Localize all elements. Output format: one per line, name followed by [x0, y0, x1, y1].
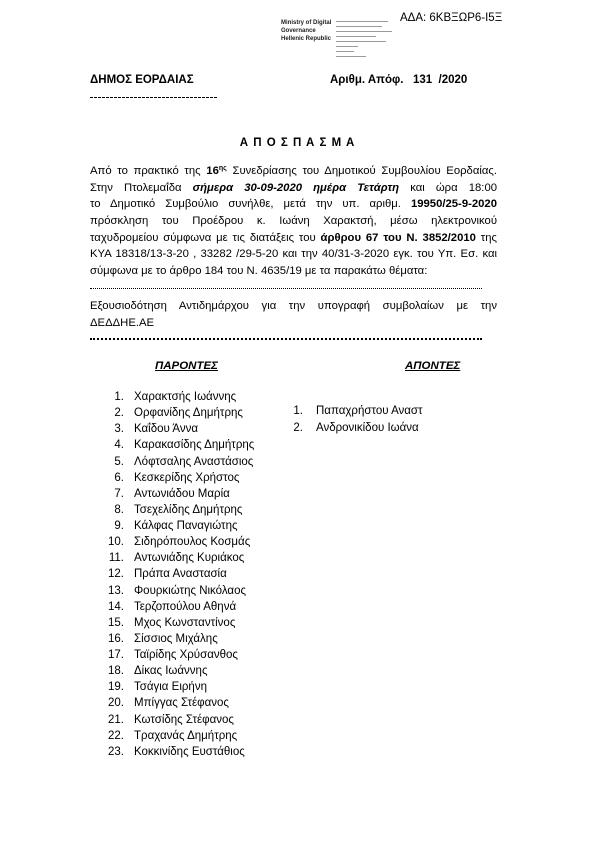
list-item	[100, 486, 254, 502]
item-number: 18.	[108, 665, 124, 678]
list-item	[100, 615, 254, 631]
list-item	[100, 712, 254, 728]
intro-text: σύμφωνα με το άρθρο 184 του Ν. 4635/19 με τα παρακάτω θέματα:	[90, 265, 428, 278]
list-item	[100, 566, 254, 582]
member-name: Αντωνιάδου Μαρία	[134, 487, 230, 500]
list-item	[100, 437, 254, 453]
header-dashed-rule	[90, 97, 218, 98]
list-item	[100, 744, 254, 760]
member-name: Κωτσίδης Στέφανος	[134, 713, 234, 726]
item-number: 7.	[114, 487, 124, 500]
member-name: Τραχανάς Δημήτρης	[134, 729, 238, 742]
municipality-name: ΔΗΜΟΣ ΕΟΡΔΑΙΑΣ	[90, 74, 194, 86]
document-title: Α Π Ο Σ Π Α Σ Μ Α	[239, 137, 356, 149]
intro-line	[90, 196, 497, 213]
signature-text-line	[336, 41, 386, 42]
item-number: 15.	[108, 616, 124, 629]
intro-line	[90, 163, 497, 180]
signature-text-line	[336, 31, 392, 32]
list-item	[100, 550, 254, 566]
list-item	[100, 454, 254, 470]
intro-line	[90, 213, 497, 230]
item-number: 14.	[108, 600, 124, 613]
item-number: 16.	[108, 632, 124, 645]
list-item	[100, 389, 254, 405]
signature-text-line	[336, 46, 358, 47]
member-name: Καρακασίδης Δημήτρης	[134, 439, 255, 452]
digital-signature-stamp	[280, 18, 398, 60]
intro-line	[90, 180, 497, 197]
ada-code: ΑΔΑ: 6ΚΒΞΩΡ6-Ι5Ξ	[400, 12, 503, 24]
member-name: Σιδηρόπουλος Κοσμάς	[134, 536, 251, 549]
signature-text-line	[336, 21, 388, 22]
member-name: Λόφτσαλης Αναστάσιος	[134, 455, 254, 468]
list-item	[100, 534, 254, 550]
ordinal-suffix: ης	[218, 165, 227, 172]
stamp-label: Governance	[281, 28, 316, 34]
member-name: Αντωνιάδης Κυριάκος	[134, 552, 245, 565]
list-item	[100, 695, 254, 711]
absent-members-list	[290, 403, 423, 436]
invitation-number: 19950/25-9-2020	[410, 198, 497, 211]
intro-text: Συνεδρίασης του Δημοτικού Συμβουλίου Εορδαίας.	[226, 165, 497, 177]
member-name: Φουρκιώτης Νικόλαος	[134, 584, 247, 597]
member-name: Καΐδου Άννα	[134, 423, 198, 436]
item-number: 5.	[114, 455, 124, 468]
intro-text: Στην Πτολεμαΐδα	[90, 181, 193, 194]
member-name: Τερζοπούλου Αθηνά	[134, 600, 237, 613]
item-number: 20.	[108, 697, 124, 710]
law-reference: άρθρου 67 του Ν. 3852/2010	[320, 231, 476, 244]
intro-line	[90, 230, 497, 247]
item-number: 10.	[108, 536, 124, 549]
intro-line	[90, 263, 497, 280]
dotted-rule	[90, 288, 482, 289]
list-item	[100, 405, 254, 421]
item-number: 6.	[114, 471, 124, 484]
list-item	[100, 518, 254, 534]
signature-text-line	[336, 26, 382, 27]
decision-number: Αριθμ. Απόφ. 131 /2020	[330, 74, 468, 86]
item-number: 1.	[293, 405, 303, 417]
item-number: 21.	[108, 713, 124, 726]
member-name: Πράπα Αναστασία	[134, 568, 227, 581]
item-number: 22.	[108, 729, 124, 742]
session-number: 16	[206, 165, 219, 177]
present-members-list	[100, 389, 254, 760]
list-item	[100, 728, 254, 744]
meeting-date: σήμερα 30-09-2020 ημέρα Τετάρτη	[192, 181, 400, 194]
list-item	[100, 679, 254, 695]
topic-line: Εξουσιοδότηση Αντιδημάρχου για την υπογραφή συμβολαίων με την	[90, 300, 497, 312]
intro-text: πρόσκληση του Προέδρου κ. Ιωάνη Χαρακτσή, μέσω ηλεκτρονικού	[90, 215, 497, 228]
item-number: 19.	[108, 681, 124, 694]
intro-line	[90, 246, 497, 263]
meeting-topic	[90, 298, 497, 331]
list-item	[290, 403, 423, 420]
signature-text-line	[336, 36, 376, 37]
present-heading: ΠΑΡΟΝΤΕΣ	[155, 360, 218, 372]
member-name: Μχος Κωνσταντίνος	[134, 616, 236, 629]
list-item	[100, 421, 254, 437]
member-name: Κοκκινίδης Ευστάθιος	[134, 745, 245, 758]
list-item	[100, 599, 254, 615]
item-number: 1.	[114, 391, 124, 403]
member-name: Παπαχρήστου Αναστ	[316, 405, 423, 417]
item-number: 4.	[114, 439, 124, 452]
list-item	[100, 631, 254, 647]
intro-text: ταχυδρομείου σύμφωνα με τις διατάξεις του	[90, 231, 321, 244]
member-name: Κάλφας Παναγιώτης	[134, 520, 238, 532]
intro-text: ΚΥΑ 18318/13-3-20 , 33282 /29-5-20 και την 40/31-3-2020 εγκ. του Υπ. Εσ. και	[90, 248, 497, 261]
member-name: Ανδρονικίδου Ιωάνα	[316, 421, 419, 434]
list-item	[100, 470, 254, 486]
intro-text: της	[475, 231, 497, 244]
intro-text: και ώρα 18:00	[399, 181, 498, 194]
member-name: Δίκας Ιωάννης	[134, 665, 208, 678]
dotted-rule	[90, 338, 482, 340]
item-number: 3.	[114, 423, 124, 436]
topic-line: ΔΕΔΔΗΕ.ΑΕ	[90, 316, 155, 329]
stamp-label: Ministry of Digital	[281, 20, 332, 26]
item-number: 12.	[108, 568, 124, 581]
member-name: Σίσσιος Μιχάλης	[134, 632, 218, 645]
list-item	[290, 420, 423, 437]
item-number: 2.	[293, 421, 303, 434]
member-name: Ταϊρίδης Χρύσανθος	[134, 649, 238, 661]
item-number: 11.	[108, 552, 124, 565]
item-number: 8.	[114, 503, 124, 516]
member-name: Ορφανίδης Δημήτρης	[134, 407, 243, 420]
intro-text: το Δημοτικό Συμβούλιο συνήλθε, μετά την υπ. αριθμ.	[90, 198, 411, 211]
member-name: Μπίγγας Στέφανος	[134, 697, 229, 710]
signature-text-line	[336, 51, 354, 52]
absent-heading: ΑΠΟΝΤΕΣ	[405, 360, 461, 372]
stamp-label: Hellenic Republic	[281, 36, 332, 42]
intro-paragraph	[90, 163, 497, 280]
list-item	[100, 663, 254, 679]
member-name: Κεσκερίδης Χρήστος	[134, 471, 240, 484]
list-item	[100, 647, 254, 663]
item-number: 9.	[114, 520, 124, 532]
item-number: 17.	[108, 649, 124, 661]
intro-text: Από το πρακτικό της	[90, 165, 207, 177]
list-item	[100, 502, 254, 518]
item-number: 13.	[108, 584, 124, 597]
signature-text-line	[336, 56, 366, 57]
member-name: Χαρακτσής Ιωάννης	[134, 391, 237, 403]
item-number: 23.	[108, 745, 124, 758]
member-name: Τσάγια Ειρήνη	[134, 681, 207, 694]
item-number: 2.	[114, 407, 124, 420]
list-item	[100, 583, 254, 599]
member-name: Τσεχελίδης Δημήτρης	[134, 503, 243, 516]
